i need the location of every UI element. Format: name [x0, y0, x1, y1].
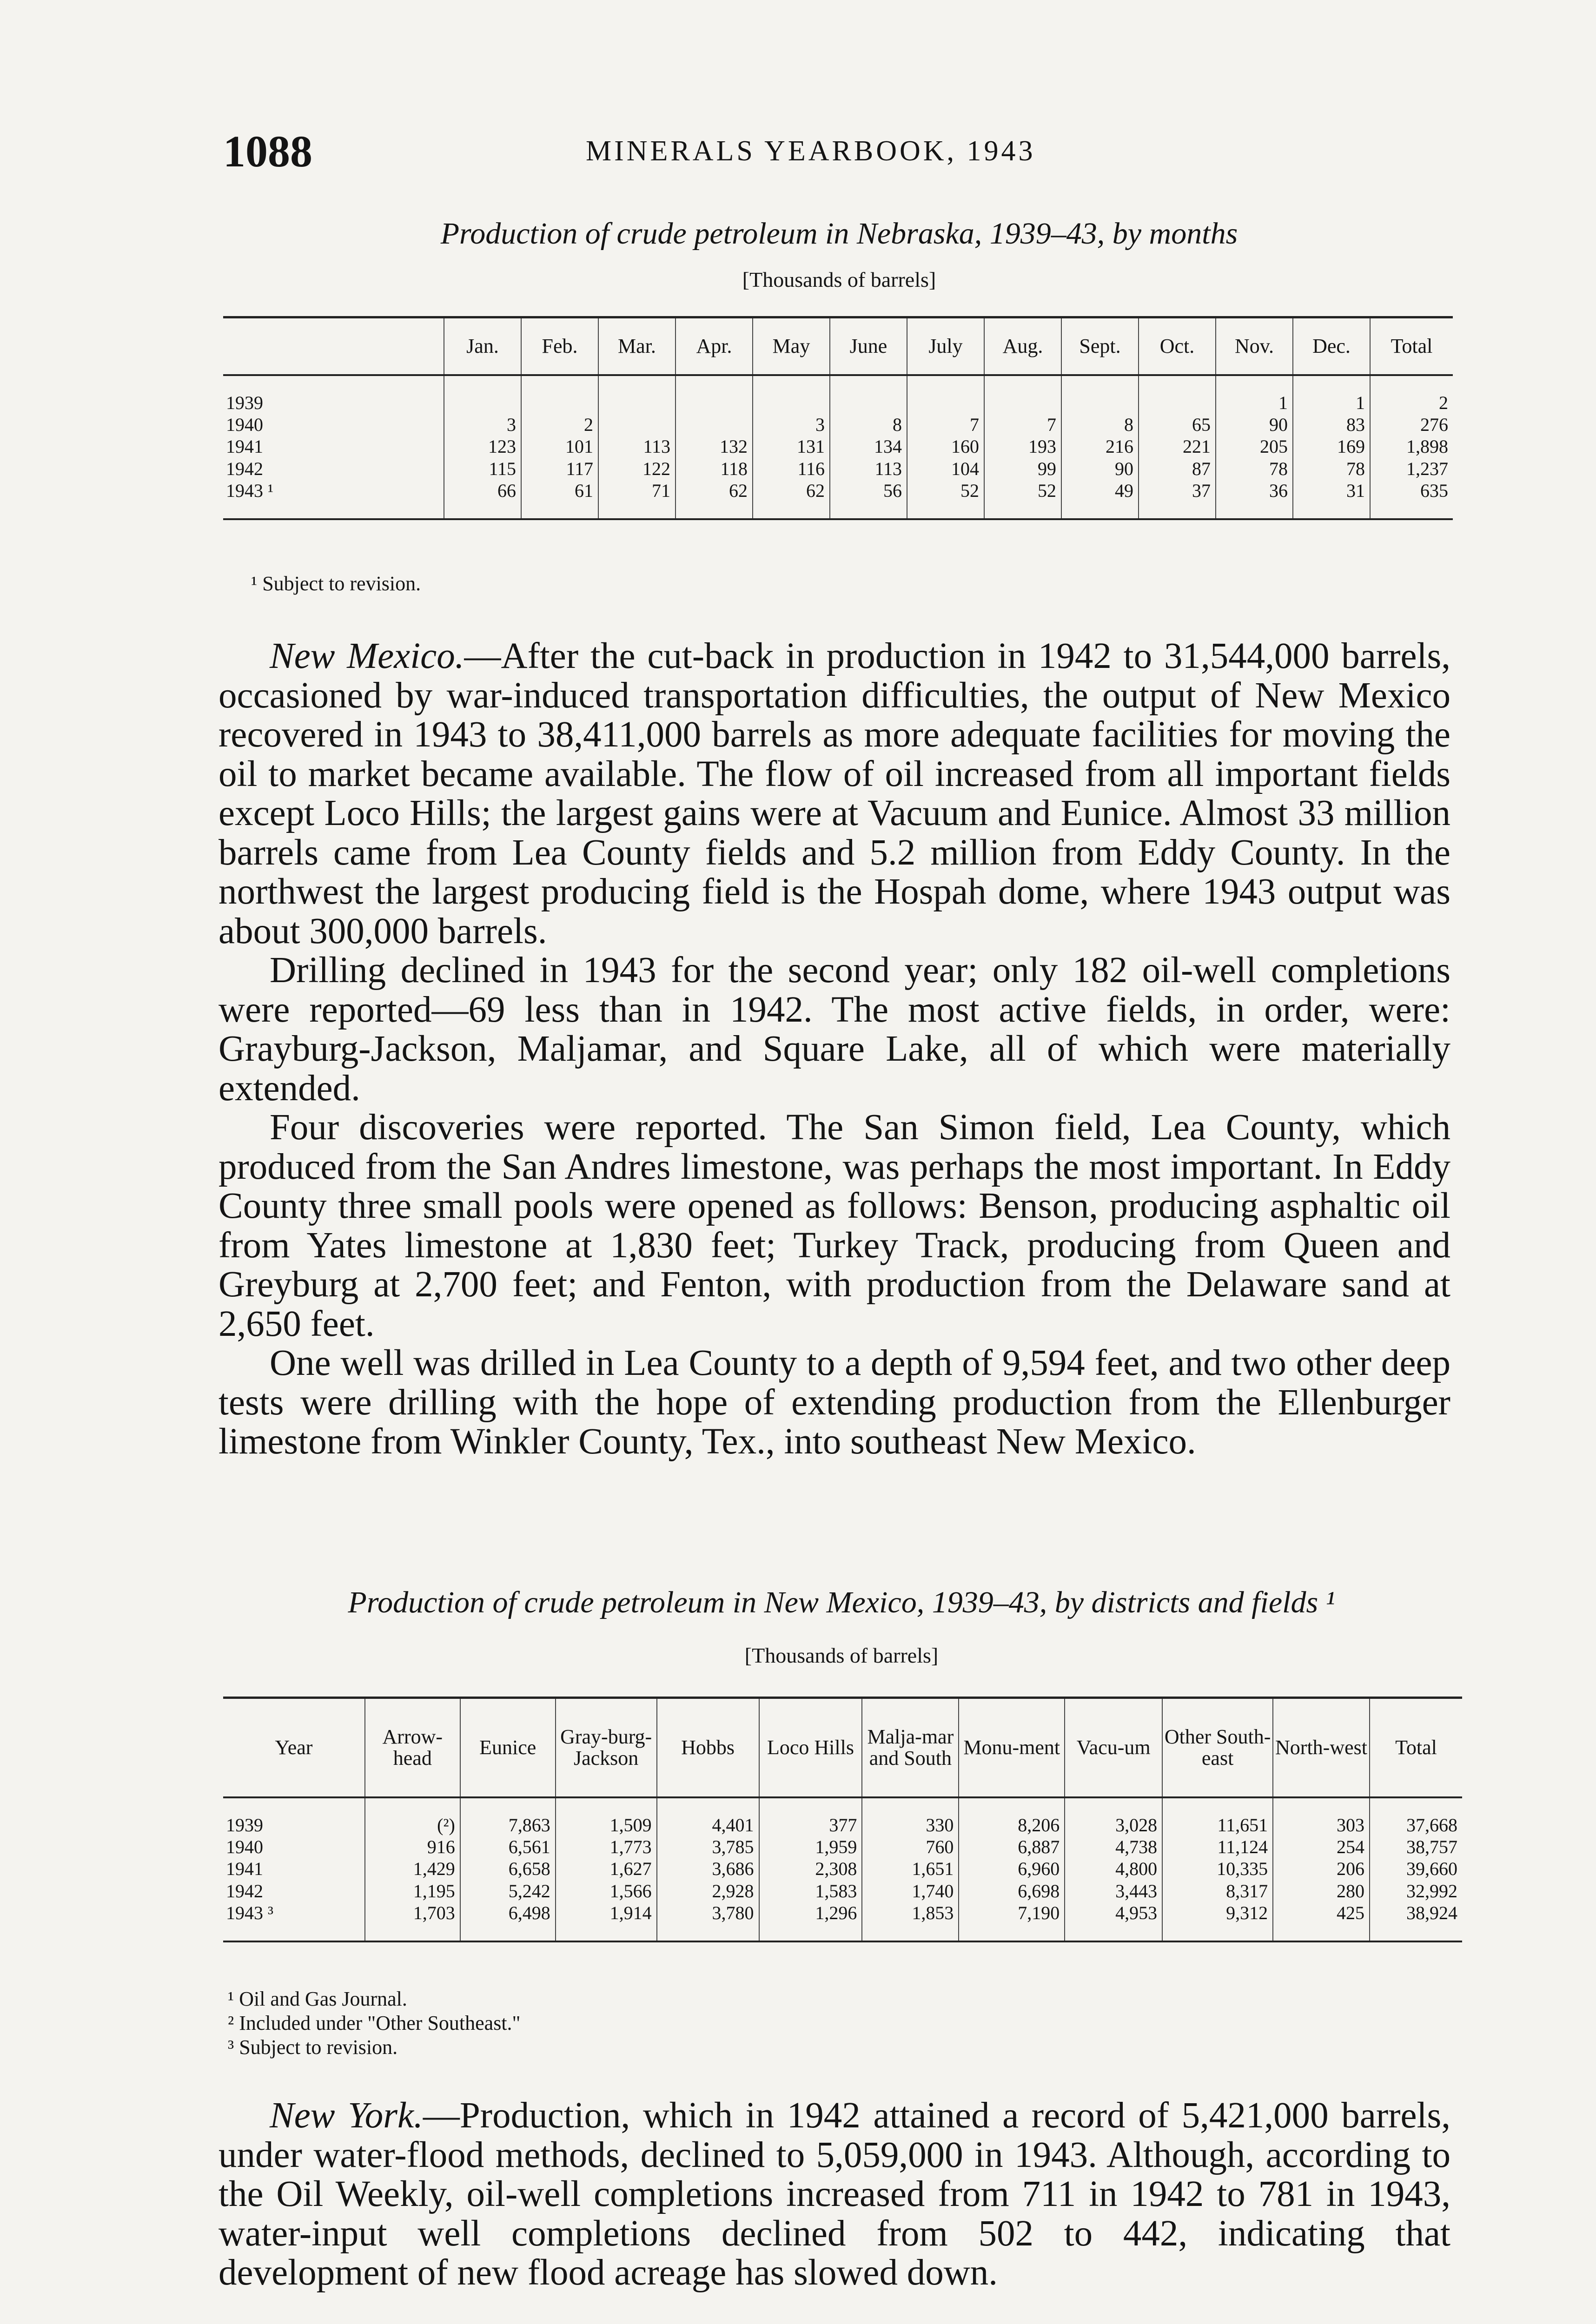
table-cell: 8,317 — [1162, 1880, 1273, 1902]
table-cell: 3,780 — [657, 1902, 759, 1941]
table-cell: 1,959 — [759, 1836, 862, 1858]
column-header: Total — [1370, 1698, 1462, 1798]
table-cell: 66 — [444, 480, 521, 519]
table-cell: 131 — [753, 436, 830, 457]
table-cell: 254 — [1273, 1836, 1370, 1858]
table-cell: 3,443 — [1065, 1880, 1162, 1902]
table-cell: 1,651 — [862, 1858, 959, 1880]
table-cell — [521, 375, 598, 414]
table-cell: 65 — [1139, 414, 1216, 436]
table-row — [223, 414, 1453, 436]
table-cell: 3,028 — [1065, 1797, 1162, 1836]
table-cell: 8 — [1061, 414, 1139, 436]
column-header: Monu-ment — [959, 1698, 1065, 1798]
table-cell: 160 — [907, 436, 984, 457]
table-cell: 221 — [1139, 436, 1216, 457]
new-mexico-table-caption: Production of crude petroleum in New Mexico, 1939–43, by districts and fields ¹ — [348, 1585, 1335, 1619]
table-cell: 118 — [675, 458, 753, 480]
table-cell — [1061, 375, 1139, 414]
row-year: 1939 — [226, 1815, 263, 1835]
table-cell: 134 — [830, 436, 907, 457]
footnote: ¹ Oil and Gas Journal. — [228, 1987, 407, 2010]
table-cell: 8 — [830, 414, 907, 436]
column-header: Aug. — [984, 317, 1061, 376]
table-cell: 36 — [1216, 480, 1293, 519]
table-cell: 71 — [598, 480, 675, 519]
table-cell: 3 — [753, 414, 830, 436]
table-cell: 32,992 — [1370, 1880, 1462, 1902]
table-cell: 123 — [444, 436, 521, 457]
table-cell: 1,703 — [365, 1902, 460, 1941]
table-cell — [598, 414, 675, 436]
body-paragraph: One well was drilled in Lea County to a depth of 9,594 feet, and two other deep tests were drilling with the hope of extending production from the Ellenburger limestone from Winkler County, Tex., into southeast New Mexico. — [219, 1343, 1450, 1462]
body-paragraph — [219, 2096, 1450, 2293]
table-cell: 38,757 — [1370, 1836, 1462, 1858]
table-cell — [1139, 375, 1216, 414]
table-cell: 90 — [1216, 414, 1293, 436]
column-header: Sept. — [1061, 317, 1139, 376]
table-cell: 11,124 — [1162, 1836, 1273, 1858]
table-cell: 104 — [907, 458, 984, 480]
table-cell: 303 — [1273, 1797, 1370, 1836]
table-cell: 330 — [862, 1797, 959, 1836]
table-cell: 2 — [1370, 375, 1453, 414]
table-cell: 9,312 — [1162, 1902, 1273, 1941]
row-year: 1942 — [226, 458, 263, 479]
table-cell: 2 — [521, 414, 598, 436]
row-year: 1941 — [226, 436, 263, 457]
table-cell: 916 — [365, 1836, 460, 1858]
table-cell: 122 — [598, 458, 675, 480]
table-cell: 78 — [1216, 458, 1293, 480]
table-cell — [907, 375, 984, 414]
table-cell: 61 — [521, 480, 598, 519]
table-cell: 115 — [444, 458, 521, 480]
table-cell: 280 — [1273, 1880, 1370, 1902]
table-cell — [675, 375, 753, 414]
footnote: ³ Subject to revision. — [228, 2035, 398, 2059]
table-cell: 1,853 — [862, 1902, 959, 1941]
table-cell: 4,800 — [1065, 1858, 1162, 1880]
table-cell: 1,914 — [556, 1902, 657, 1941]
table-cell: 78 — [1293, 458, 1370, 480]
column-header: Vacu-um — [1065, 1698, 1162, 1798]
column-header: Malja-mar and South — [862, 1698, 959, 1798]
table-cell: 4,953 — [1065, 1902, 1162, 1941]
column-header: Year — [275, 1736, 313, 1759]
table-cell — [984, 375, 1061, 414]
new-mexico-production-table — [223, 1697, 1462, 1942]
table-cell: 3,686 — [657, 1858, 759, 1880]
table-cell — [830, 375, 907, 414]
running-head-title: MINERALS YEARBOOK, 1943 — [586, 135, 1036, 167]
table-cell: 1,627 — [556, 1858, 657, 1880]
column-header: June — [830, 317, 907, 376]
column-header: Nov. — [1216, 317, 1293, 376]
table-cell: 1,740 — [862, 1880, 959, 1902]
table-cell: 1,898 — [1370, 436, 1453, 457]
table-cell: 6,960 — [959, 1858, 1065, 1880]
column-header: Mar. — [598, 317, 675, 376]
column-header: Oct. — [1139, 317, 1216, 376]
column-header: Apr. — [675, 317, 753, 376]
new-mexico-section — [219, 637, 1450, 1462]
column-header: Dec. — [1293, 317, 1370, 376]
table-cell: 4,738 — [1065, 1836, 1162, 1858]
section-heading-new-york: New York. — [270, 2095, 423, 2136]
table-cell: 99 — [984, 458, 1061, 480]
table-cell: 2,928 — [657, 1880, 759, 1902]
table-cell: 276 — [1370, 414, 1453, 436]
table-cell: 56 — [830, 480, 907, 519]
table-cell: 37 — [1139, 480, 1216, 519]
table-cell: 52 — [984, 480, 1061, 519]
row-year: 1939 — [226, 392, 263, 413]
table-cell: 1,583 — [759, 1880, 862, 1902]
table-cell: 87 — [1139, 458, 1216, 480]
table-row — [223, 1902, 1462, 1941]
column-header — [223, 317, 444, 376]
table-cell: 39,660 — [1370, 1858, 1462, 1880]
column-header: Gray-burg-Jackson — [556, 1698, 657, 1798]
column-header: July — [907, 317, 984, 376]
table-cell: 1,566 — [556, 1880, 657, 1902]
table-cell: 5,242 — [460, 1880, 556, 1902]
section-heading-new-mexico: New Mexico. — [270, 636, 464, 676]
running-header — [223, 125, 1455, 181]
table-cell: 216 — [1061, 436, 1139, 457]
table-cell: 193 — [984, 436, 1061, 457]
row-year: 1942 — [226, 1880, 263, 1901]
table-cell: 90 — [1061, 458, 1139, 480]
column-header: Other South-east — [1162, 1698, 1273, 1798]
row-year: 1941 — [226, 1858, 263, 1880]
table-cell: 62 — [675, 480, 753, 519]
table-cell: 52 — [907, 480, 984, 519]
table-cell: 116 — [753, 458, 830, 480]
table-cell: 7 — [984, 414, 1061, 436]
table-cell: 377 — [759, 1797, 862, 1836]
table-cell: 7 — [907, 414, 984, 436]
table-row — [223, 480, 1453, 519]
table-cell: 205 — [1216, 436, 1293, 457]
table-cell — [598, 375, 675, 414]
table-cell: 1,509 — [556, 1797, 657, 1836]
table-cell: 169 — [1293, 436, 1370, 457]
row-year: 1943 ¹ — [226, 480, 273, 501]
table-row — [223, 1836, 1462, 1858]
table-cell: 83 — [1293, 414, 1370, 436]
table-cell: 635 — [1370, 480, 1453, 519]
table-cell: 206 — [1273, 1858, 1370, 1880]
table-cell: 1 — [1293, 375, 1370, 414]
table-cell: 113 — [830, 458, 907, 480]
table-cell: 3 — [444, 414, 521, 436]
column-header: Total — [1370, 317, 1453, 376]
body-paragraph — [219, 637, 1450, 951]
table-cell: 132 — [675, 436, 753, 457]
row-year: 1940 — [226, 1836, 263, 1858]
table-row — [223, 375, 1453, 414]
table-row — [223, 436, 1453, 457]
table-cell: 1 — [1216, 375, 1293, 414]
table-cell: 6,561 — [460, 1836, 556, 1858]
table-cell: 49 — [1061, 480, 1139, 519]
table-cell: 1,195 — [365, 1880, 460, 1902]
body-paragraph: Four discoveries were reported. The San Simon field, Lea County, which produced from the San Andres limestone, was perhaps the most important. In Eddy County three small pools were opened as follows: Benson, producing asphaltic oil from Yates limestone at 1,830 feet; Turkey Track, producing from Queen and Greyburg at 2,700 feet; and Fenton, with production from the Delaware sand at 2,650 feet. — [219, 1107, 1450, 1344]
table-row — [223, 1797, 1462, 1836]
body-paragraph: Drilling declined in 1943 for the second year; only 182 oil-well completions were reported—69 less than in 1942. The most active fields, in order, were: Grayburg-Jackson, Maljamar, and Square Lake, all of which were materially extended. — [219, 950, 1450, 1109]
table-cell: 3,785 — [657, 1836, 759, 1858]
table-cell: 10,335 — [1162, 1858, 1273, 1880]
table-cell: 4,401 — [657, 1797, 759, 1836]
paragraph-text: —After the cut-back in production in 1942 to 31,544,000 barrels, occasioned by war-induced transportation difficulties, the output of New Mexico recovered in 1943 to 38,411,000 barrels as more adequate facilities for moving the oil to market became available. The flow of oil increased from all important fields except Loco Hills; the largest gains were at Vacuum and Eunice. Almost 33 million barrels came from Lea County fields and 5.2 million from Eddy County. In the northwest the largest producing field is the Hospah dome, where 1943 output was about 300,000 barrels. — [219, 636, 1450, 951]
nebraska-footnote: ¹ Subject to revision. — [251, 572, 421, 595]
table-cell: 7,863 — [460, 1797, 556, 1836]
table-cell: 1,237 — [1370, 458, 1453, 480]
table-cell: 8,206 — [959, 1797, 1065, 1836]
paragraph-text: —Production, which in 1942 attained a record of 5,421,000 barrels, under water-flood methods, declined to 5,059,000 in 1943. Although, according to the Oil Weekly, oil-well completions increased from 711 in 1942 to 781 in 1943, water-input well completions declined from 502 to 442, indicating that development of new flood acreage has slowed down. — [219, 2095, 1450, 2293]
footnote: ² Included under "Other Southeast." — [228, 2011, 521, 2034]
new-mexico-table-unit: [Thousands of barrels] — [744, 1644, 939, 1667]
table-cell: 117 — [521, 458, 598, 480]
table-cell: 425 — [1273, 1902, 1370, 1941]
column-header: Feb. — [521, 317, 598, 376]
nebraska-table-caption: Production of crude petroleum in Nebraska, 1939–43, by months — [440, 217, 1238, 251]
column-header: Arrow-head — [365, 1698, 460, 1798]
table-cell: 62 — [753, 480, 830, 519]
table-cell: 6,658 — [460, 1858, 556, 1880]
column-header: May — [753, 317, 830, 376]
new-mexico-footnotes — [228, 1987, 521, 2060]
nebraska-production-table — [223, 316, 1453, 520]
table-cell: (²) — [365, 1797, 460, 1836]
column-header: Hobbs — [657, 1698, 759, 1798]
table-cell: 11,651 — [1162, 1797, 1273, 1836]
table-cell: 7,190 — [959, 1902, 1065, 1941]
table-cell: 101 — [521, 436, 598, 457]
table-row — [223, 1880, 1462, 1902]
nebraska-table-unit: [Thousands of barrels] — [742, 268, 936, 291]
page-number: 1088 — [223, 126, 312, 176]
table-cell: 113 — [598, 436, 675, 457]
table-cell: 6,698 — [959, 1880, 1065, 1902]
row-year: 1940 — [226, 414, 263, 436]
table-cell — [675, 414, 753, 436]
table-cell: 31 — [1293, 480, 1370, 519]
table-cell: 37,668 — [1370, 1797, 1462, 1836]
table-cell — [753, 375, 830, 414]
table-cell: 1,773 — [556, 1836, 657, 1858]
column-header: Eunice — [460, 1698, 556, 1798]
table-cell: 38,924 — [1370, 1902, 1462, 1941]
column-header: Loco Hills — [759, 1698, 862, 1798]
table-row — [223, 1858, 1462, 1880]
table-cell — [444, 375, 521, 414]
table-cell: 1,296 — [759, 1902, 862, 1941]
table-cell: 1,429 — [365, 1858, 460, 1880]
column-header: North-west — [1273, 1698, 1370, 1798]
table-cell: 6,498 — [460, 1902, 556, 1941]
column-header: Jan. — [444, 317, 521, 376]
table-cell: 760 — [862, 1836, 959, 1858]
row-year: 1943 ³ — [226, 1902, 273, 1923]
table-cell: 6,887 — [959, 1836, 1065, 1858]
table-cell: 2,308 — [759, 1858, 862, 1880]
new-york-section — [219, 2096, 1450, 2293]
table-row — [223, 458, 1453, 480]
